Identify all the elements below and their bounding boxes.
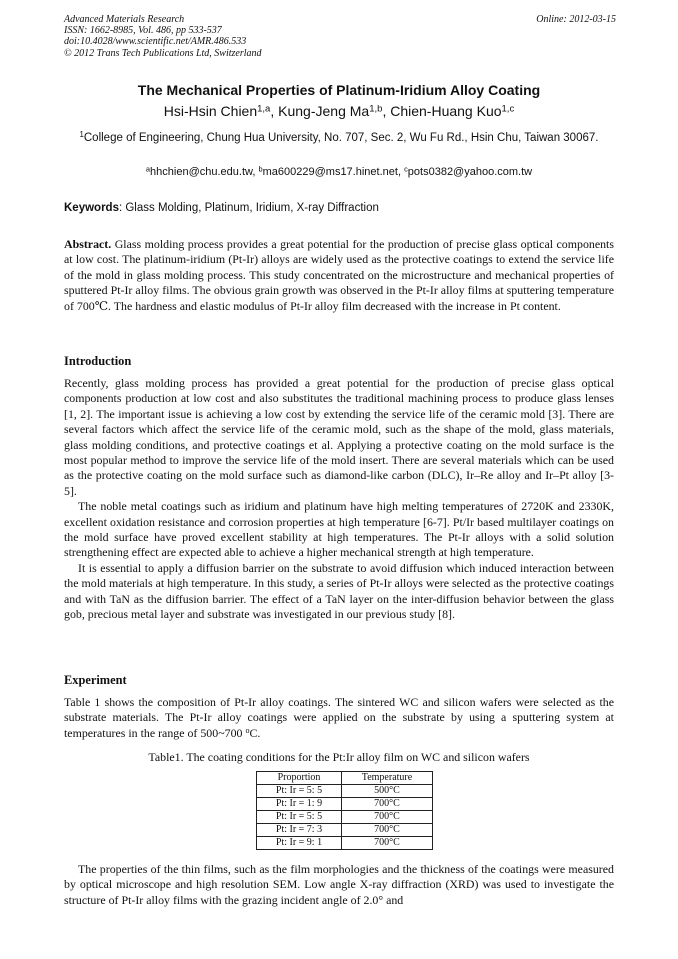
introduction-body xyxy=(64,376,614,623)
keywords-label: Keywords xyxy=(64,202,119,214)
paragraph: Recently, glass molding process has provided a great potential for the production of precise glass optical components production at low cost and also substitutes the traditional machining process to produce glass lenses [1, 2]. The important issue is achieving a low cost by extending the service life of the ceramic mold [3]. There are several factors which affect the service life of the ceramic mold, such as the shape of the mold, glass materials, glass molding conditions, and protective coatings et al. Applying a protective coating on the mold surface is the most popular method to improve the service life of the mold insert. There are several materials which can be used as the protective coating on the mold surface such as diamond-like carbon (DLC), Ir–Re alloy and Ir–Pt alloy [3-5]. xyxy=(64,376,614,498)
degree-sup: o xyxy=(245,725,250,735)
paragraph: It is essential to apply a diffusion barrier on the substrate to avoid diffusion which induced interaction between the mold materials at high temperature. In this study, a series of Pt-Ir alloys were selected as the protective coatings and with TaN as the diffusion barrier. The effect of a TaN layer on the inter-diffusion behavior between the glass gob, precious metal layer and substrate was investigated in our previous study [8]. xyxy=(64,560,614,622)
abstract-label: Abstract. xyxy=(64,237,112,251)
email-sup: c xyxy=(404,164,408,174)
email-link[interactable]: ma600229@ms17.hinet.net xyxy=(262,166,398,178)
keywords-text: : Glass Molding, Platinum, Iridium, X-ray Diffraction xyxy=(118,202,379,214)
table-row xyxy=(257,824,433,837)
paper-title: The Mechanical Properties of Platinum-Iridium Alloy Coating xyxy=(137,82,541,98)
experiment-paragraph-2: The properties of the thin films, such as the film morphologies and the thickness of the coatings were measured by optical microscope and high resolution SEM. Low angle X-ray diffraction (XRD) was used to investigate the structure of Pt-Ir alloy films with the grazing incident angle of 2.0° and xyxy=(64,862,614,907)
author-sup: 1,a xyxy=(257,103,271,115)
table-cell: 500°C xyxy=(342,785,433,798)
author-list: Hsi-Hsin Chien$^{1,a}$, Kung-Jeng Ma$^{1,b}$, Chien-Huang Kuo$^{1,c}$ xyxy=(163,103,515,119)
table-cell: Pt: Ir = 1: 9 xyxy=(257,798,342,811)
paragraph: The noble metal coatings such as iridium and platinum have high melting temperatures of 2720K and 2330K, excellent oxidation resistance and corrosion properties at high temperature [6-7]. Pt/Ir based multilayer coatings on the mold surface have proved excellent stability at high temperatures. The Pt-Ir alloys with a solid solution strengthening effect are expected able to achieve a higher mechanical strength at high temperature. xyxy=(64,499,614,560)
column-header: Temperature xyxy=(342,772,433,785)
table-row xyxy=(257,785,433,798)
paragraph-end: C. xyxy=(249,725,261,740)
table-cell: 700°C xyxy=(342,837,433,850)
email-sup: b xyxy=(258,164,263,174)
journal-header xyxy=(64,14,616,59)
doi: doi:10.4028/www.scientific.net/AMR.486.533 xyxy=(64,36,247,48)
table-cell: Pt: Ir = 9: 1 xyxy=(257,837,342,850)
author-name: Kung-Jeng Ma xyxy=(278,103,370,119)
abstract-text: Glass molding process provides a great potential for the production of precise glass optical components at low cost. The platinum-iridium (Pt-Ir) alloys are widely used as the protective coatings to extend the service life of the mold in glass molding process. This study concentrated on the microstructure and mechanical properties of sputtered Pt-Ir alloy films. The obvious grain growth was observed in the Pt-Ir alloy films at sputtering temperature of 700℃. The hardness and elastic modulus of Pt-Ir alloy film decreased with the increase in Pt content. xyxy=(64,237,614,313)
journal-name: Advanced Materials Research xyxy=(64,14,185,25)
table-cell: Pt: Ir = 7: 3 xyxy=(257,824,342,837)
affiliation-sup: 1 xyxy=(79,130,84,140)
affiliation xyxy=(72,131,606,146)
author-sup: 1,c xyxy=(501,103,515,115)
column-header: Proportion xyxy=(257,772,342,785)
keywords xyxy=(64,202,379,214)
email-link[interactable]: pots0382@yahoo.com.tw xyxy=(407,166,533,178)
coating-conditions-table xyxy=(256,771,433,850)
author-name: Chien-Huang Kuo xyxy=(390,103,502,119)
affiliation-text: College of Engineering, Chung Hua University, No. 707, Sec. 2, Wu Fu Rd., Hsin Chu, Taiwan 30067. xyxy=(83,132,599,144)
experiment-heading: Experiment xyxy=(64,673,127,687)
email-sup: a xyxy=(145,164,151,174)
table-cell: 700°C xyxy=(342,824,433,837)
paragraph-text: Table 1 shows the composition of Pt-Ir alloy coatings. The sintered WC and silicon wafers were selected as the substrate materials. The Pt-Ir alloy coatings were applied on the substrate by using a sputtering system at temperatures in the range of 500~700 xyxy=(64,695,614,740)
table-header-row xyxy=(257,772,433,785)
email-list: $^a$hhchien@chu.edu.tw, $^b$ma600229@ms17.hinet.net, $^c$pots0382@yahoo.com.tw xyxy=(145,164,533,178)
issn: ISSN: 1662-8985, Vol. 486, pp 533-537 xyxy=(64,25,222,37)
table-cell: 700°C xyxy=(342,811,433,824)
copyright: © 2012 Trans Tech Publications Ltd, Switzerland xyxy=(64,47,262,59)
introduction-heading: Introduction xyxy=(64,354,132,368)
table-cell: Pt: Ir = 5: 5 xyxy=(257,811,342,824)
email-link[interactable]: hhchien@chu.edu.tw xyxy=(150,166,253,178)
author-sup: 1,b xyxy=(369,103,383,115)
table-cell: Pt: Ir = 5: 5 xyxy=(257,785,342,798)
table-caption: Table1. The coating conditions for the Pt:Ir alloy film on WC and silicon wafers xyxy=(148,750,530,764)
online-date: Online: 2012-03-15 xyxy=(536,14,616,25)
abstract xyxy=(64,237,614,314)
table-row xyxy=(257,837,433,850)
experiment-body xyxy=(64,695,614,741)
table-cell: 700°C xyxy=(342,798,433,811)
table-row xyxy=(257,798,433,811)
author-name: Hsi-Hsin Chien xyxy=(163,103,258,119)
table-row xyxy=(257,811,433,824)
paragraph xyxy=(64,695,614,741)
